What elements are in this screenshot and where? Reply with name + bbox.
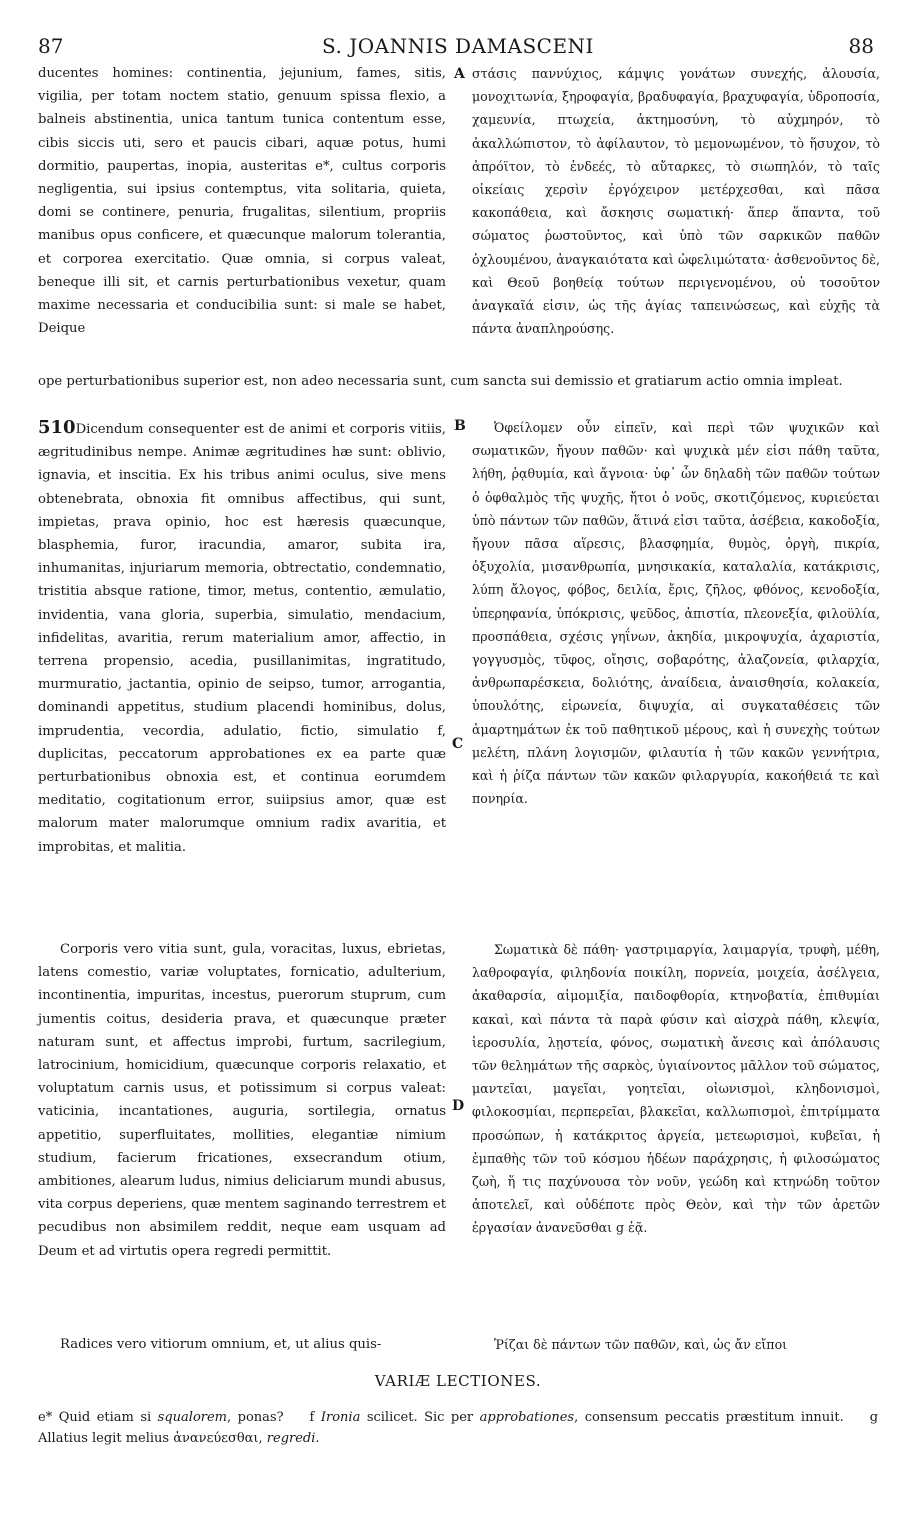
running-head: S. JOANNIS DAMASCENI [322, 34, 594, 58]
latin-paragraph: ducentes homines: continentia, jejunium, fames, sitis, vigilia, per totam noctem statio, genuum spissa flexio, a balneis abstinentia, unica tantum tunica contentum esse, cibis siccis uti, sero et paucis cibari, aquæ potus, humi dormitio, paupertas, inopia, austeritas e*, cultus corporis negligentia, sui ipsius contemptus, vita solitaria, quieta, domi se continere, penuria, frugalitas, silentium, propriis manibus opus conficere, et quæcunque malorum tolerantia, et corporea exercitatio. Quæ omnia, si corpus valeat, beneque illi sit, et carnis perturbationibus vexetur, quam maxime necessaria et conducibilia sunt: si male se habet, Deique [38, 66, 446, 337]
note-g-lead: g Allatius legit melius [38, 1410, 879, 1446]
note-e-italic: squalorem [157, 1410, 228, 1425]
latin-column-block-4 [38, 1333, 446, 1356]
note-g-greek: ἀνανεύεσθαι [173, 1431, 259, 1446]
note-g-sep: , [258, 1431, 267, 1446]
greek-column-block-1 [472, 62, 880, 340]
greek-column-block-4 [472, 1333, 880, 1356]
margin-marker-d: D [452, 1098, 465, 1114]
latin-column-block-1 [38, 62, 446, 340]
note-f-mid: scilicet. Sic per [360, 1410, 480, 1425]
greek-paragraph: Σωματικὰ δὲ πάθη· γαστριμαργία, λαιμαργία, τρυφὴ, μέθη, λαθροφαγία, φιληδονία ποικίλη, πορνεία, μοιχεία, ἀσέλγεια, ἀκαθαρσία, αἱμομιξία, παιδοφθορία, κτηνοβατία, ἐπιθυμίαι κακαὶ, καὶ πάντα τὰ παρὰ φύσιν καὶ αἰσχρὰ πάθη, κλεψία, ἱεροσυλία, λῃστεία, φόνος, σωματικὴ ἄνεσις καὶ ἀπόλαυσις τῶν θελημάτων τῆς σαρκὸς, ὑγιαίνοντος μᾶλλον τοῦ σώματος, μαντεῖαι, μαγεῖαι, γοητεῖαι, οἰωνισμοὶ, κληδονισμοὶ, φιλοκοσμίαι, περπερεῖαι, βλακεῖαι, καλλωπισμοὶ, ἐπιτρίμματα προσώπων, ἡ κατάκριτος ἀργεία, μετεωρισμοὶ, κυβεῖαι, ἡ ἐμπαθὴς τῶν τοῦ κόσμου ἡδέων παράχρησις, ἡ φιλοσώματος ζωὴ, ἥ τις παχύνουσα τὸν νοῦν, γεώδη καὶ κτηνώδη τοῦτον ἀποτελεῖ, καὶ οὐδέποτε πρὸς Θεὸν, καὶ τὴν τῶν ἀρετῶν ἐργασίαν ἀνανεῦσθαι g ἐᾷ. [472, 942, 880, 1236]
note-g-italic: regredi [266, 1431, 316, 1446]
note-f-italic: Ironia [320, 1410, 361, 1425]
margin-marker-c: C [452, 736, 464, 752]
greek-paragraph: Ὀφείλομεν οὖν εἰπεῖν, καὶ περὶ τῶν ψυχικῶν καὶ σωματικῶν, ἤγουν παθῶν· καὶ ψυχικὰ μέν εἰσι πάθη ταῦτα, λήθη, ῥᾳθυμία, καὶ ἄγνοια· ὑφ᾽ ὧν δηλαδὴ τῶν παθῶν τούτων ὁ ὀφθαλμὸς τῆς ψυχῆς, ἤτοι ὁ νοῦς, σκοτιζόμενος, κυριεύεται ὑπὸ πάντων τῶν παθῶν, ἅτινά εἰσι ταῦτα, ἀσέβεια, κακοδοξία, ἤγουν πᾶσα αἵρεσις, βλασφημία, θυμὸς, ὀργὴ, πικρία, ὀξυχολία, μισανθρωπία, μνησικακία, καταλαλία, κατάκρισις, λύπη ἄλογος, φόβος, δειλία, ἔρις, ζῆλος, φθόνος, κενοδοξία, ὑπερηφανία, ὑπόκρισις, ψεῦδος, ἀπιστία, πλεονεξία, φιλοϋλία, προσπάθεια, σχέσις γηΐνων, ἀκηδία, μικροψυχία, ἀχαριστία, γογγυσμὸς, τῦφος, οἴησις, σοβαρότης, ἀλαζονεία, φιλαρχία, ἀνθρωπαρέσκεια, δολιότης, ἀναίδεια, ἀναισθησία, κολακεία, ὑπουλότης, εἰρωνεία, διψυχία, αἱ συγκαταθέσεις τῶν ἁμαρτημάτων ἐκ τοῦ παθητικοῦ μέρους, καὶ ἡ συνεχὴς τούτων μελέτη, πλάνη λογισμῶν, φιλαυτία ἡ τῶν κακῶν γεννήτρια, καὶ ἡ ῥίζα πάντων τῶν κακῶν φιλαργυρία, κακοήθειά τε καὶ πονηρία. [472, 420, 880, 807]
margin-marker-b: B [454, 418, 466, 434]
note-g-tail: . [315, 1431, 320, 1446]
latin-column-block-3 [38, 938, 446, 1263]
note-f-tail: , consensum peccatis præstitum innuit. [574, 1410, 844, 1425]
latin-bridge-line: ope perturbationibus superior est, non adeo necessaria sunt, cum sancta sui demissio et gratiarum actio omnia impleat. [38, 374, 843, 389]
note-f-lead: f [309, 1410, 321, 1425]
note-e-lead: e* Quid etiam si [38, 1410, 158, 1425]
note-e-tail: , ponas? [227, 1410, 284, 1425]
page-number-left: 87 [38, 34, 64, 58]
section-number: 510 [38, 417, 76, 438]
latin-paragraph [38, 416, 446, 859]
greek-paragraph: Ῥίζαι δὲ πάντων τῶν παθῶν, καὶ, ὡς ἄν εἴποι [494, 1337, 788, 1352]
latin-column-block-2 [38, 416, 446, 859]
note-f-italic-2: approbationes [479, 1410, 575, 1425]
page-number-right: 88 [848, 34, 874, 58]
variae-lectiones-title: VARIÆ LECTIONES. [374, 1372, 542, 1390]
latin-paragraph-text: Dicendum consequenter est de animi et corporis vitiis, ægritudinibus nempe. Animæ ægritudines hæ sunt: oblivio, ignavia, et inscitia. Ex his tribus animi oculus, sive mens obtenebrata, obnoxia fit omnibus affectibus, qui sunt, impietas, prava opinio, hoc est hæresis quæcunque, blasphemia, furor, iracundia, amaror, subita ira, inhumanitas, injuriarum memoria, obtrectatio, condemnatio, tristitia absque ratione, timor, metus, contentio, æmulatio, invidentia, vana gloria, superbia, simulatio, mendacium, infidelitas, avaritia, rerum materialium amor, affectio, in terrena propensio, acedia, pusillanimitas, ingratitudo, murmuratio, jactantia, opinio de seipso, tumor, arrogantia, dominandi appetitus, studium placendi hominibus, dolus, imprudentia, vecordia, adulatio, fictio, simulatio f, duplicitas, peccatorum approbationes ex ea parte quæ perturbationibus obnoxia est, et continua eorumdem meditatio, cogitationum error, suiipsius amor, quæ est malorum mater malorumque omnium radix avaritia, et improbitas, et malitia. [38, 422, 446, 855]
latin-paragraph: Corporis vero vitia sunt, gula, voracitas, luxus, ebrietas, latens comestio, variæ voluptates, fornicatio, adulterium, incontinentia, impuritas, incestus, puerorum stuprum, cum jumentis coitus, desideria prava, et quæcunque præter naturam sunt, et affectus improbi, furtum, sacrilegium, latrocinium, homicidium, quæcunque corporis relaxatio, et voluptatum carnis usus, et potissimum si corpus valeat: vaticinia, incantationes, auguria, sortilegia, ornatus appetitio, superfluitates, mollities, elegantiæ nimium studium, facierum fricationes, exsecrandum otium, ambitiones, alearum ludus, nimius deliciarum mundi abusus, vita corpus deperiens, quæ mentem saginando terrestrem et pecudibus non absimilem reddit, neque eam usquam ad Deum et ad virtutis opera regredi permittit. [38, 942, 446, 1259]
greek-column-block-2 [472, 416, 880, 810]
variant-readings-notes [38, 1407, 878, 1449]
greek-paragraph: στάσις παννύχιος, κάμψις γονάτων συνεχής, ἀλουσία, μονοχιτωνία, ξηροφαγία, βραδυφαγία, βραχυφαγία, ὑδροποσία, χαμευνία, πτωχεία, ἀκτημοσύνη, τὸ αὐχμηρόν, τὸ ἀκαλλώπιστον, τὸ ἀφίλαυτον, τὸ μεμονωμένον, τὸ ἥσυχον, τὸ ἀπρόϊτον, τὸ ἐνδεές, τὸ αὔταρκες, τὸ σιωπηλόν, τὸ ταῖς οἰκείαις χερσὶν ἐργόχειρον μετέρχεσθαι, καὶ πᾶσα κακοπάθεια, καὶ ἄσκησις σωματική· ἅπερ ἅπαντα, τοῦ σώματος ῥωστοῦντος, καὶ ὑπὸ τῶν σαρκικῶν παθῶν ὀχλουμένου, ἀναγκαιότατα καὶ ὠφελιμώτατα· ἀσθενοῦντος δὲ, καὶ Θεοῦ βοηθείᾳ τούτων περιγενομένου, οὐ τοσοῦτον ἀναγκαῖά εἰσιν, ὡς τῆς ἁγίας ταπεινώσεως, καὶ εὐχῆς τὰ πάντα ἀναπληρούσης. [472, 66, 880, 337]
greek-column-block-3 [472, 938, 880, 1240]
latin-paragraph: Radices vero vitiorum omnium, et, ut alius quis- [60, 1337, 382, 1352]
margin-marker-a: A [454, 66, 465, 82]
